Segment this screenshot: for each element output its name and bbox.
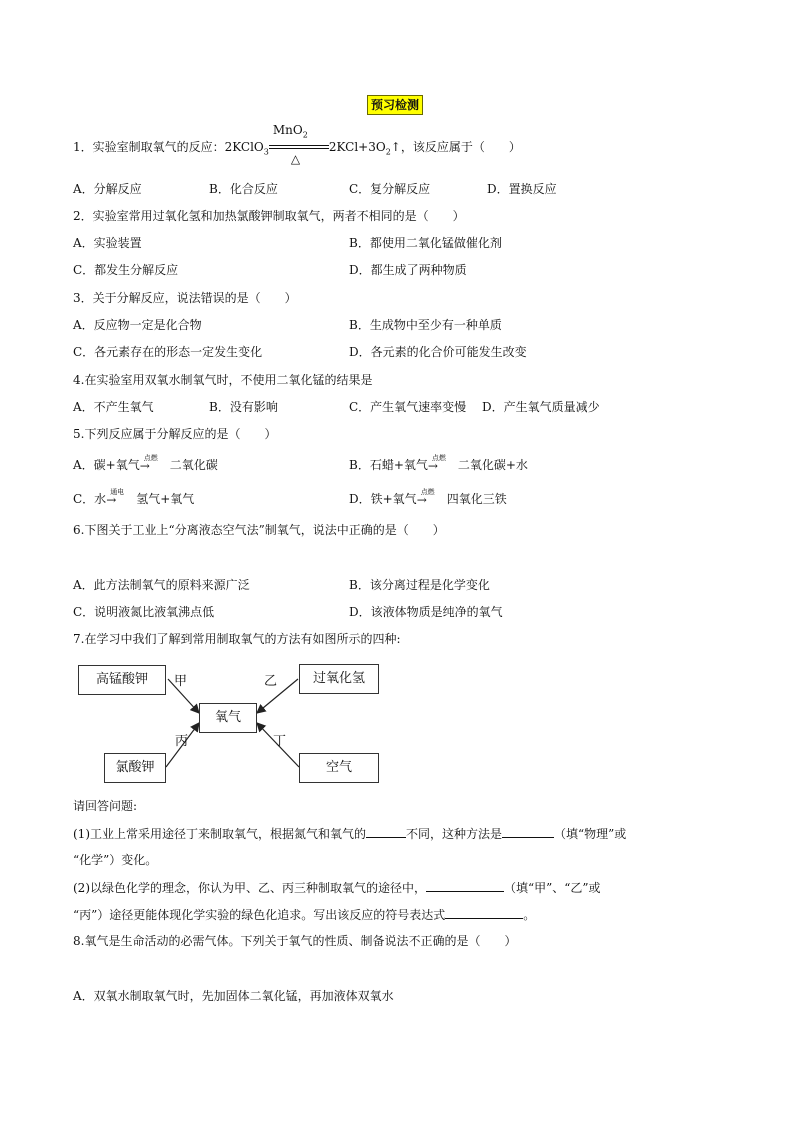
box-air: 空气 (299, 753, 379, 783)
q5-option-c: C．水 通电 → 氢气+氧气 (73, 487, 195, 507)
route-label-ding: 丁 (273, 734, 287, 749)
box-potassium-permanganate: 高锰酸钾 (78, 665, 166, 695)
q6-option-a: A．此方法制氧气的原料来源广泛 (73, 578, 250, 592)
q4-option-a: A．不产生氧气 (73, 400, 154, 414)
q1-option-c: C．复分解反应 (349, 182, 431, 196)
q2-option-c: C．都发生分解反应 (73, 263, 179, 277)
q3-option-c: C．各元素存在的形态一定发生变化 (73, 345, 263, 359)
reaction-arrow: 点燃 → (416, 487, 435, 507)
q5-option-d: D．铁+氧气 点燃 → 四氧化三铁 (349, 487, 507, 507)
q1-option-d: D．置换反应 (487, 182, 557, 196)
reaction-arrow: 通电 → (106, 487, 125, 507)
answer-blank[interactable] (445, 906, 523, 919)
q7-sub2-line1: (2)以绿色化学的理念，你认为甲、乙、丙三种制取氧气的途径中， （填“甲”、“乙”或 (73, 881, 601, 895)
question-5-stem: 5.下列反应属于分解反应的是（ ） (73, 427, 277, 441)
q5-option-a: A．碳+氧气 点燃 → 二氧化碳 (73, 453, 218, 473)
question-3-stem: 3．关于分解反应，说法错误的是（ ） (73, 291, 297, 305)
box-hydrogen-peroxide: 过氧化氢 (299, 664, 379, 694)
q2-option-d: D．都生成了两种物质 (349, 263, 467, 277)
q7-sub1-line1: (1)工业上常采用途径丁来制取氧气，根据氮气和氧气的 不同，这种方法是 （填“物理”或 (73, 827, 627, 841)
question-6-stem: 6.下图关于工业上“分离液态空气法”制氧气，说法中正确的是（ ） (73, 523, 445, 537)
q6-option-b: B．该分离过程是化学变化 (349, 578, 490, 592)
q2-option-a: A．实验装置 (73, 236, 142, 250)
answer-blank[interactable] (426, 879, 504, 892)
route-label-bing: 丙 (175, 734, 189, 749)
route-label-jia: 甲 (174, 674, 188, 689)
reaction-condition: $\frac{MnO_2}{\triangle}$ (269, 140, 329, 156)
q7-sub2-line2: “丙”）途径更能体现化学实验的绿色化追求。写出该反应的符号表达式 。 (73, 908, 536, 922)
q4-option-c: C．产生氧气速率变慢 (349, 400, 467, 414)
q3-option-b: B．生成物中至少有一种单质 (349, 318, 502, 332)
q7-prompt: 请回答问题: (73, 799, 138, 813)
q8-option-a: A．双氧水制取氧气时，先加固体二氧化锰，再加液体双氧水 (73, 989, 394, 1003)
question-1-stem: 1．实验室制取氧气的反应：2KClO$_3$ $\frac{MnO_2}{\triangle}$ $2KCl+3O_2↑$，该反应属于（ ） (73, 122, 521, 166)
section-title: 预习检测 (367, 95, 423, 115)
answer-blank[interactable] (502, 825, 554, 838)
box-oxygen: 氧气 (199, 703, 257, 733)
question-4-stem: 4.在实验室用双氧水制氧气时，不使用二氧化锰的结果是 (73, 373, 373, 387)
q3-option-d: D．各元素的化合价可能发生改变 (349, 345, 527, 359)
q3-option-a: A．反应物一定是化合物 (73, 318, 202, 332)
box-potassium-chlorate: 氯酸钾 (104, 753, 166, 783)
q5-option-b: B．石蜡+氧气 点燃 → 二氧化碳+水 (349, 453, 528, 473)
q6-option-d: D．该液体物质是纯净的氧气 (349, 605, 503, 619)
q6-option-c: C．说明液氮比液氧沸点低 (73, 605, 215, 619)
reaction-arrow: 点燃 → (427, 453, 446, 473)
reaction-arrow: 点燃 → (139, 453, 158, 473)
q7-sub1-line2: “化学”）变化。 (73, 853, 158, 867)
q1-option-a: A．分解反应 (73, 182, 142, 196)
answer-blank[interactable] (366, 825, 406, 838)
question-7-stem: 7.在学习中我们了解到常用制取氧气的方法有如图所示的四种: (73, 632, 401, 646)
question-8-stem: 8.氧气是生命活动的必需气体。下列关于氧气的性质、制备说法不正确的是（ ） (73, 934, 517, 948)
route-label-yi: 乙 (264, 674, 278, 689)
question-2-stem: 2．实验室常用过氧化氢和加热氯酸钾制取氧气，两者不相同的是（ ） (73, 209, 465, 223)
q1-option-b: B．化合反应 (209, 182, 278, 196)
q4-option-b: B．没有影响 (209, 400, 278, 414)
q4-option-d: D．产生氧气质量减少 (482, 400, 600, 414)
q2-option-b: B．都使用二氧化锰做催化剂 (349, 236, 502, 250)
